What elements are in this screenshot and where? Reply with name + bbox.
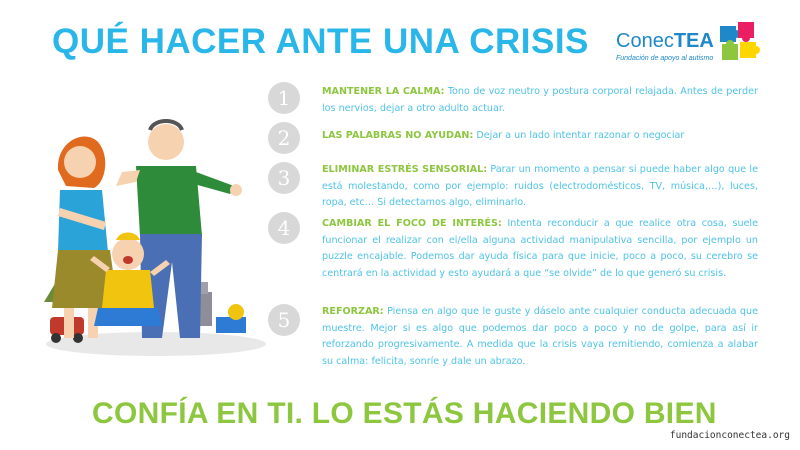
step-text-5 [322,304,758,370]
step-keyword-1: MANTENER LA CALMA: [322,86,445,97]
logo-name: ConecTEA [616,30,714,52]
step-number-4: 4 [268,212,300,244]
parents-child-tantrum-illustration [36,112,268,360]
step-number-2: 2 [268,122,300,154]
step-description-5: Piensa en algo que le guste y dáselo ante cualquier conducta adecuada que muestre. Mejor si es algo que podemos dar poco a poco y no de golpe, para así ir reforzando progresivamente. A medida que la crisis vaya remitiendo, comienza a alabar su calma: felicita, sonríe y dale un abrazo. [322,306,758,367]
puzzle-pieces-icon [716,20,762,66]
step-text-2 [322,128,758,145]
step-text-1 [322,84,758,117]
step-description-4: Intenta reconducir a que realice otra cosa, suele funcionar el realizar con el/ella alguna actividad manipulativa sencilla, por ejemplo un puzzle encajable. Podemos dar ayuda física para que inicie, poco a poco, su cerebro se centrará en la actividad y esto ayudará a que “se olvide” de lo que generó su crisis. [322,218,758,279]
step-number-5: 5 [268,304,300,336]
website-url: fundacionconectea.org [669,430,790,441]
logo-subtitle: Fundación de apoyo al autismo [616,55,714,62]
page-title: QUÉ HACER ANTE UNA CRISIS [52,22,589,61]
step-text-4 [322,216,758,282]
step-description-3: Parar un momento a pensar si puede haber algo que le está molestando, como por ejemplo: ruidos (electrodomésticos, TV, música,…), luces, ropa, etc… Si detectamos algo, eliminarlo. [322,164,758,208]
step-keyword-5: REFORZAR: [322,306,384,317]
step-number-3: 3 [268,162,300,194]
step-keyword-2: LAS PALABRAS NO AYUDAN: [322,130,474,141]
step-number-1: 1 [268,82,300,114]
step-keyword-4: CAMBIAR EL FOCO DE INTERÉS: [322,218,502,229]
step-text-3 [322,162,758,212]
step-description-2: Dejar a un lado intentar razonar o negociar [473,130,685,141]
footer-slogan: CONFÍA EN TI. LO ESTÁS HACIENDO BIEN [92,397,717,430]
step-keyword-3: ELIMINAR ESTRÉS SENSORIAL: [322,164,488,175]
conectea-logo [612,20,762,75]
step-description-1: Tono de voz neutro y postura corporal relajada. Antes de perder los nervios, dejar a otro adulto actuar. [322,86,758,114]
